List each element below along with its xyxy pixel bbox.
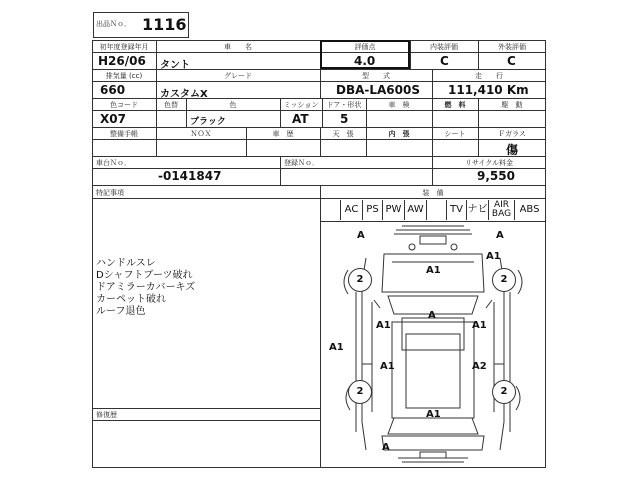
score-value: 4.0	[354, 54, 376, 68]
damage-left-rear-door: A1	[380, 361, 395, 372]
equip-aw: AW	[404, 200, 426, 220]
manual-label: 整備手帳	[110, 130, 138, 138]
reg-label: 登録Ｎｏ．	[284, 159, 319, 167]
roof-label: 天 張	[332, 130, 354, 138]
recycle-label: リサイクル料金	[464, 159, 514, 167]
exterior-value: C	[507, 54, 516, 68]
damage-right-rear-fender: 2	[492, 380, 516, 404]
grade-value: カスタムX	[160, 89, 208, 100]
equip-ps: PS	[362, 200, 382, 220]
color-change-label: 色替	[164, 101, 178, 109]
mileage-label: 走 行	[475, 72, 503, 80]
grade-label: グレード	[224, 72, 252, 80]
equip-airbag: AIR BAG	[488, 200, 514, 220]
exterior-label: 外装評価	[498, 43, 526, 51]
score-label: 評価点	[354, 43, 376, 51]
glass-value: 傷	[506, 143, 519, 157]
damage-rear-gate: A1	[426, 409, 441, 420]
notes-label: 特記事項	[96, 189, 124, 197]
car-diagram	[322, 222, 544, 466]
damage-front-right-corner: A1	[486, 251, 501, 262]
remark-item: カーペット破れ	[96, 294, 166, 305]
interior-trim-label: 内 張	[388, 130, 410, 138]
mission-value: AT	[292, 112, 309, 126]
remark-item: ハンドルスレ	[96, 258, 156, 269]
equip-blank	[426, 200, 446, 220]
mileage-value: 111,410 Km	[448, 83, 529, 97]
cc-value: 660	[100, 83, 126, 97]
damage-left-front-door: A1	[376, 320, 391, 331]
door-label: ドア・形状	[326, 101, 362, 109]
remarks-list	[96, 258, 195, 318]
door-value: 5	[340, 112, 349, 126]
damage-right-front-fender: 2	[492, 268, 516, 292]
nox-label: ＮＯＸ	[190, 130, 212, 138]
name-value: タント	[160, 60, 190, 71]
damage-hood: A1	[426, 265, 441, 276]
repair-label: 修復歴	[96, 411, 117, 419]
damage-front-left: A	[357, 230, 365, 241]
drive-label: 駆 動	[501, 101, 523, 109]
damage-right-front-door: A1	[472, 320, 487, 331]
cc-label: 排気量 (cc)	[105, 72, 143, 80]
chassis-label: 車台Ｎｏ．	[96, 159, 131, 167]
equip-abs: ABS	[514, 200, 544, 220]
damage-right-rear-door: A2	[472, 361, 487, 372]
interior-label: 内装評価	[430, 43, 458, 51]
remark-item: ドアミラーカバーキズ	[96, 282, 196, 293]
damage-front-right: A	[496, 230, 504, 241]
remark-item: Dシャフトブーツ破れ	[96, 270, 193, 281]
remark-item: ルーフ退色	[96, 306, 146, 317]
equip-navi: ナビ	[466, 200, 488, 220]
damage-rear-left: A	[382, 442, 390, 453]
chassis-value: -0141847	[158, 169, 222, 183]
equip-tv: TV	[446, 200, 466, 220]
damage-roof: A	[428, 310, 436, 321]
model-label: 型 式	[362, 72, 390, 80]
model-value: DBA-LA600S	[336, 83, 420, 97]
lot-number: 1116	[142, 15, 187, 34]
color-label: 色	[229, 101, 237, 109]
glass-label: Ｆガラス	[498, 130, 526, 138]
fuel-label: 燃 料	[444, 101, 466, 109]
damage-left-front-fender: 2	[348, 268, 372, 292]
history-label: 車 歴	[272, 130, 294, 138]
recycle-value: 9,550	[477, 169, 515, 183]
inspection-label: 車 検	[388, 101, 410, 109]
equip-pw: PW	[382, 200, 404, 220]
damage-left-side: A1	[329, 342, 344, 353]
interior-value: C	[440, 54, 449, 68]
color-code-label: 色コード	[110, 101, 138, 109]
mission-label: ミッション	[283, 101, 319, 109]
name-label: 車 名	[224, 43, 252, 51]
lot-label: 出品Ｎｏ．	[96, 20, 131, 28]
year-value: H26/06	[98, 54, 146, 68]
equipment-label: 装 備	[422, 189, 444, 197]
damage-left-rear-fender: 2	[348, 380, 372, 404]
year-label: 初年度登録年月	[99, 43, 149, 51]
sheet-label: シート	[444, 130, 466, 138]
equip-ac: AC	[340, 200, 362, 220]
color-code-value: X07	[100, 112, 126, 126]
color-value: ブラック	[190, 117, 226, 127]
